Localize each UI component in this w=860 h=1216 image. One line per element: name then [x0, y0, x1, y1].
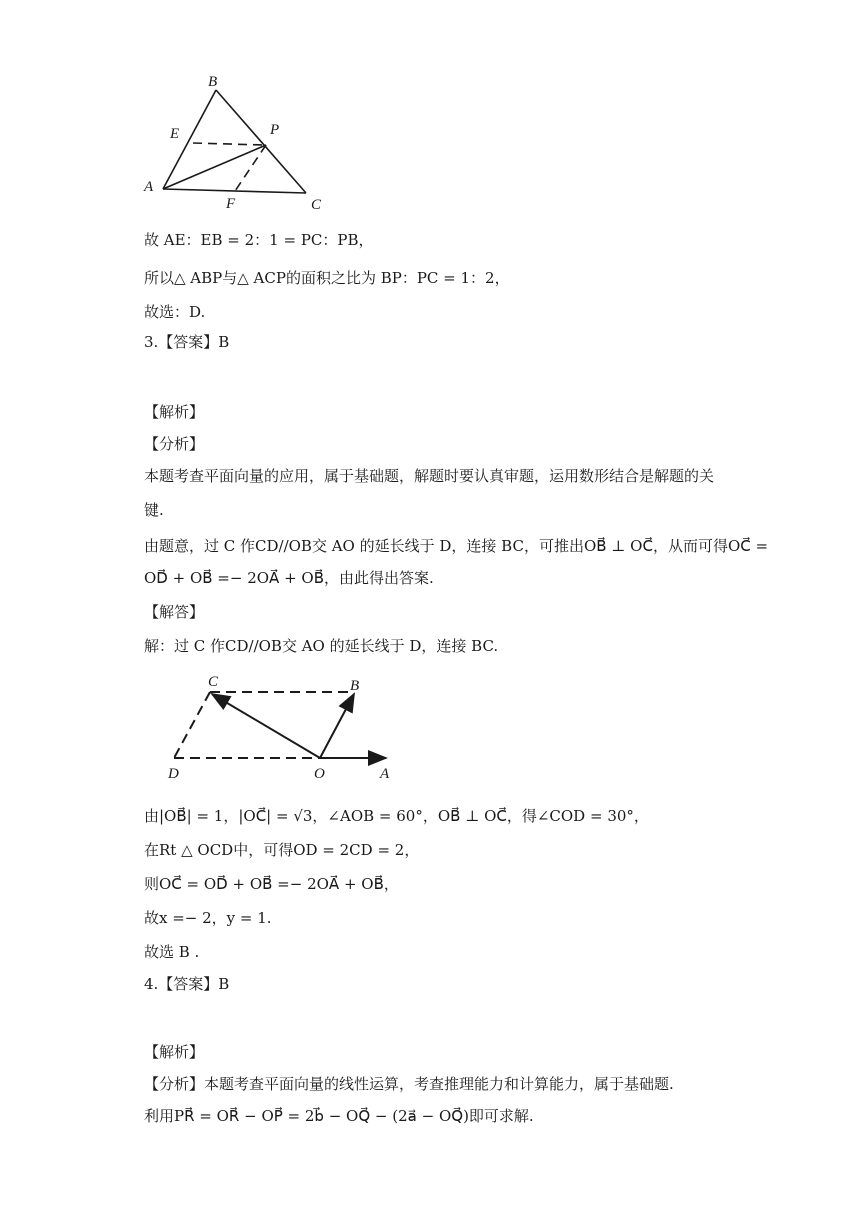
text-line-17: 故选 B . — [144, 943, 200, 961]
label-B: B — [208, 74, 218, 90]
section-jiexi-2: 【解析】 — [144, 1043, 205, 1061]
label-C: C — [311, 197, 322, 213]
text-line-13: 由|OB⃗| = 1，|OC⃗| = √3，∠AOB = 60°，OB⃗ ⊥ OC⃗，得∠COD = 30°， — [144, 807, 649, 825]
label-F: F — [226, 196, 236, 212]
text-line-8: 键. — [144, 501, 164, 519]
label-D: D — [168, 766, 179, 782]
text-line-2: 所以△ ABP与△ ACP的面积之比为 BP：PC = 1：2， — [144, 269, 510, 287]
triangle-figure — [140, 68, 340, 218]
section-jieda: 【解答】 — [144, 603, 205, 621]
text-line-3: 故选：D. — [144, 303, 206, 321]
text-line-7: 本题考查平面向量的应用，属于基础题，解题时要认真审题，运用数形结合是解题的关 — [144, 467, 715, 485]
text-line-20: 【分析】本题考查平面向量的线性运算，考查推理能力和计算能力，属于基础题. — [144, 1075, 674, 1093]
text-line-9: 由题意，过 C 作CD//OB交 AO 的延长线于 D，连接 BC，可推出OB⃗ ⊥ OC⃗，从而可得OC⃗ = — [144, 537, 769, 555]
answer-4: 4.【答案】B — [144, 975, 230, 993]
label-E: E — [170, 126, 180, 142]
label-P: P — [270, 122, 280, 138]
text-line-1: 故 AE：EB = 2：1 = PC：PB， — [144, 231, 374, 249]
label-O: O — [314, 766, 325, 782]
section-jiexi: 【解析】 — [144, 403, 205, 421]
text-line-10: OD⃗ + OB⃗ =− 2OA⃗ + OB⃗，由此得出答案. — [144, 569, 434, 587]
text-line-15: 则OC⃗ = OD⃗ + OB⃗ =− 2OA⃗ + OB⃗， — [144, 875, 399, 893]
vector-figure — [160, 668, 400, 784]
answer-3: 3.【答案】B — [144, 333, 230, 351]
label-A: A — [380, 766, 390, 782]
text-line-14: 在Rt △ OCD中，可得OD = 2CD = 2， — [144, 841, 420, 859]
label-A: A — [144, 179, 154, 195]
text-line-16: 故x =− 2，y = 1. — [144, 909, 272, 927]
label-B: B — [350, 678, 360, 694]
label-C: C — [208, 674, 219, 690]
section-fenxi: 【分析】 — [144, 435, 205, 453]
text-line-21: 利用PR⃗ = OR⃗ − OP⃗ = 2b⃗ − OQ⃗ − (2a⃗ − OQ⃗)即可求解. — [144, 1107, 534, 1125]
text-line-12: 解：过 C 作CD//OB交 AO 的延长线于 D，连接 BC. — [144, 637, 499, 655]
